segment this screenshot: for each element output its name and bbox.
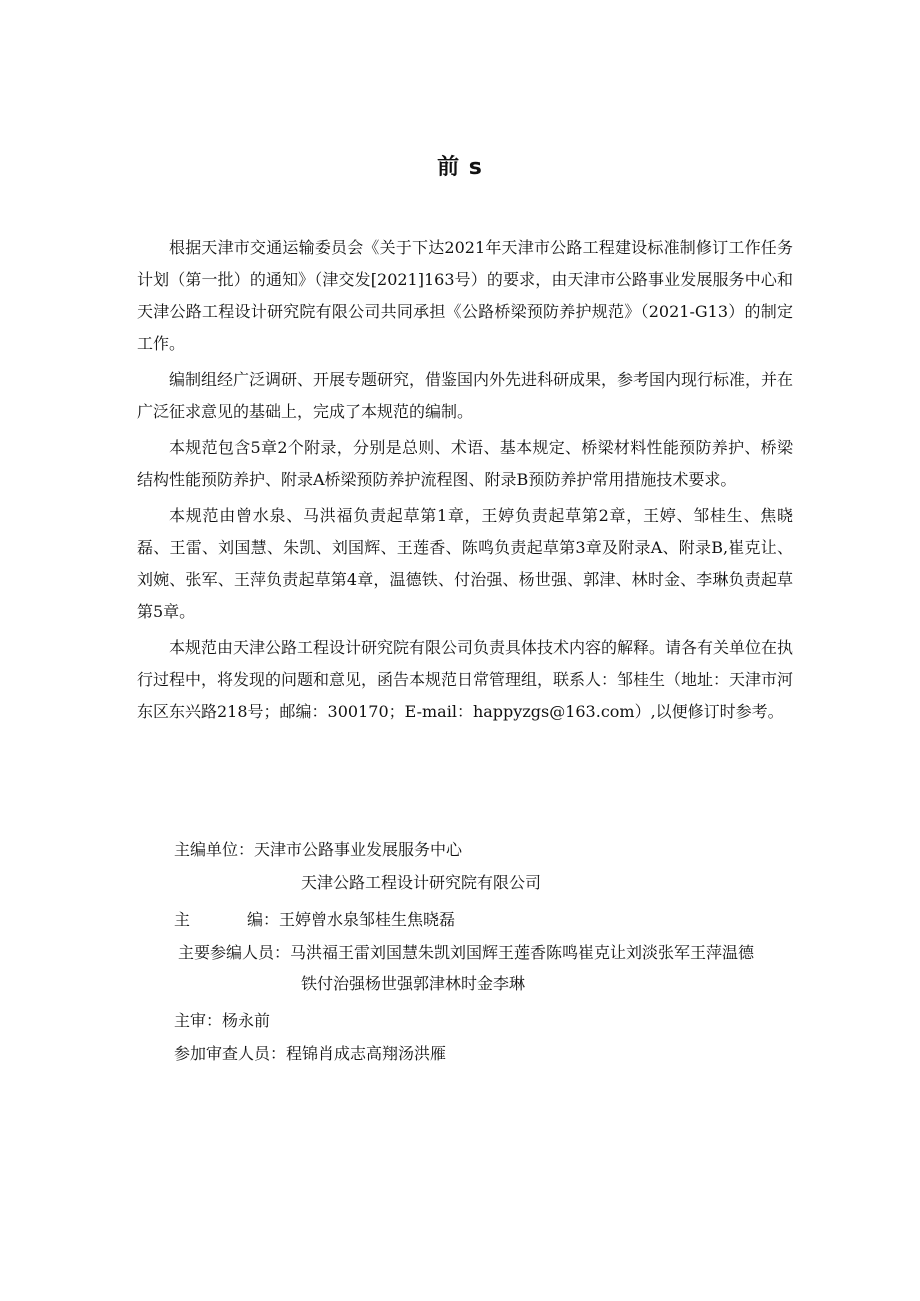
editor-unit-2: 天津公路工程设计研究院有限公司 [301, 873, 542, 892]
review-members-row [174, 1041, 794, 1074]
editor-unit-row [174, 837, 794, 870]
paragraph: 本规范由曾水泉、马洪福负责起草第1章，王婷负责起草第2章，王婷、邹桂生、焦晓磊、王雷、刘国慧、朱凯、刘国辉、王莲香、陈鸣负责起草第3章及附录A、附录B,崔克让、刘婉、张军、王萍负责起草第4章，温德铁、付治强、杨世强、郭津、林时金、李琳负责起草第5章。 [137, 506, 793, 621]
chief-editor-label-b: 编： [247, 910, 280, 929]
participants-line-1: 马洪福王雷刘国慧朱凯刘国辉王莲香陈鸣崔克让刘淡张军王萍温德 [290, 943, 755, 962]
editor-unit-row-2 [174, 870, 794, 907]
editor-unit-1: 天津市公路事业发展服务中心 [254, 840, 463, 859]
paragraph: 本规范包含5章2个附录，分别是总则、术语、基本规定、桥梁材料性能预防养护、桥梁结构性能预防养护、附录A桥梁预防养护流程图、附录B预防养护常用措施技术要求。 [137, 438, 793, 489]
chief-editors: 王婷曾水泉邹桂生焦晓磊 [279, 910, 456, 929]
participants-label: 主要参编人员： [178, 943, 291, 962]
participants-row [174, 940, 794, 1008]
editor-unit-label: 主编单位： [174, 840, 255, 859]
reviewer: 杨永前 [222, 1011, 271, 1030]
chief-editor-row [174, 907, 794, 940]
paragraph: 根据天津市交通运输委员会《关于下达2021年天津市公路工程建设标准制修订工作任务计划（第一批）的通知》（津交发[2021]163号）的要求，由天津市公路事业发展服务中心和天津公路工程设计研究院有限公司共同承担《公路桥梁预防养护规范》（2021-G13）的制定工作。 [137, 238, 793, 353]
preface-body [137, 232, 793, 732]
credits-block [174, 837, 794, 1074]
chief-editor-label-a: 主 [174, 910, 191, 929]
page-title: 前 s [437, 155, 483, 180]
review-members: 程锦肖成志高翔汤洪雁 [286, 1044, 447, 1063]
participants-first-line [174, 940, 794, 963]
chief-reviewer-row [174, 1008, 794, 1041]
participants-line-2: 铁付治强杨世强郭津林时金李琳 [301, 974, 526, 993]
review-members-label: 参加审查人员： [174, 1044, 287, 1063]
reviewer-label: 主审： [174, 1011, 223, 1030]
paragraph: 编制组经广泛调研、开展专题研究，借鉴国内外先进科研成果，参考国内现行标准，并在广泛征求意见的基础上，完成了本规范的编制。 [137, 370, 794, 421]
paragraph: 本规范由天津公路工程设计研究院有限公司负责具体技术内容的解释。请各有关单位在执行过程中，将发现的问题和意见，函告本规范日常管理组，联系人：邹桂生（地址：天津市河东区东兴路218号；邮编：300170；E-mail：happyzgs@163.com）,以便修订时参考。 [137, 638, 794, 721]
